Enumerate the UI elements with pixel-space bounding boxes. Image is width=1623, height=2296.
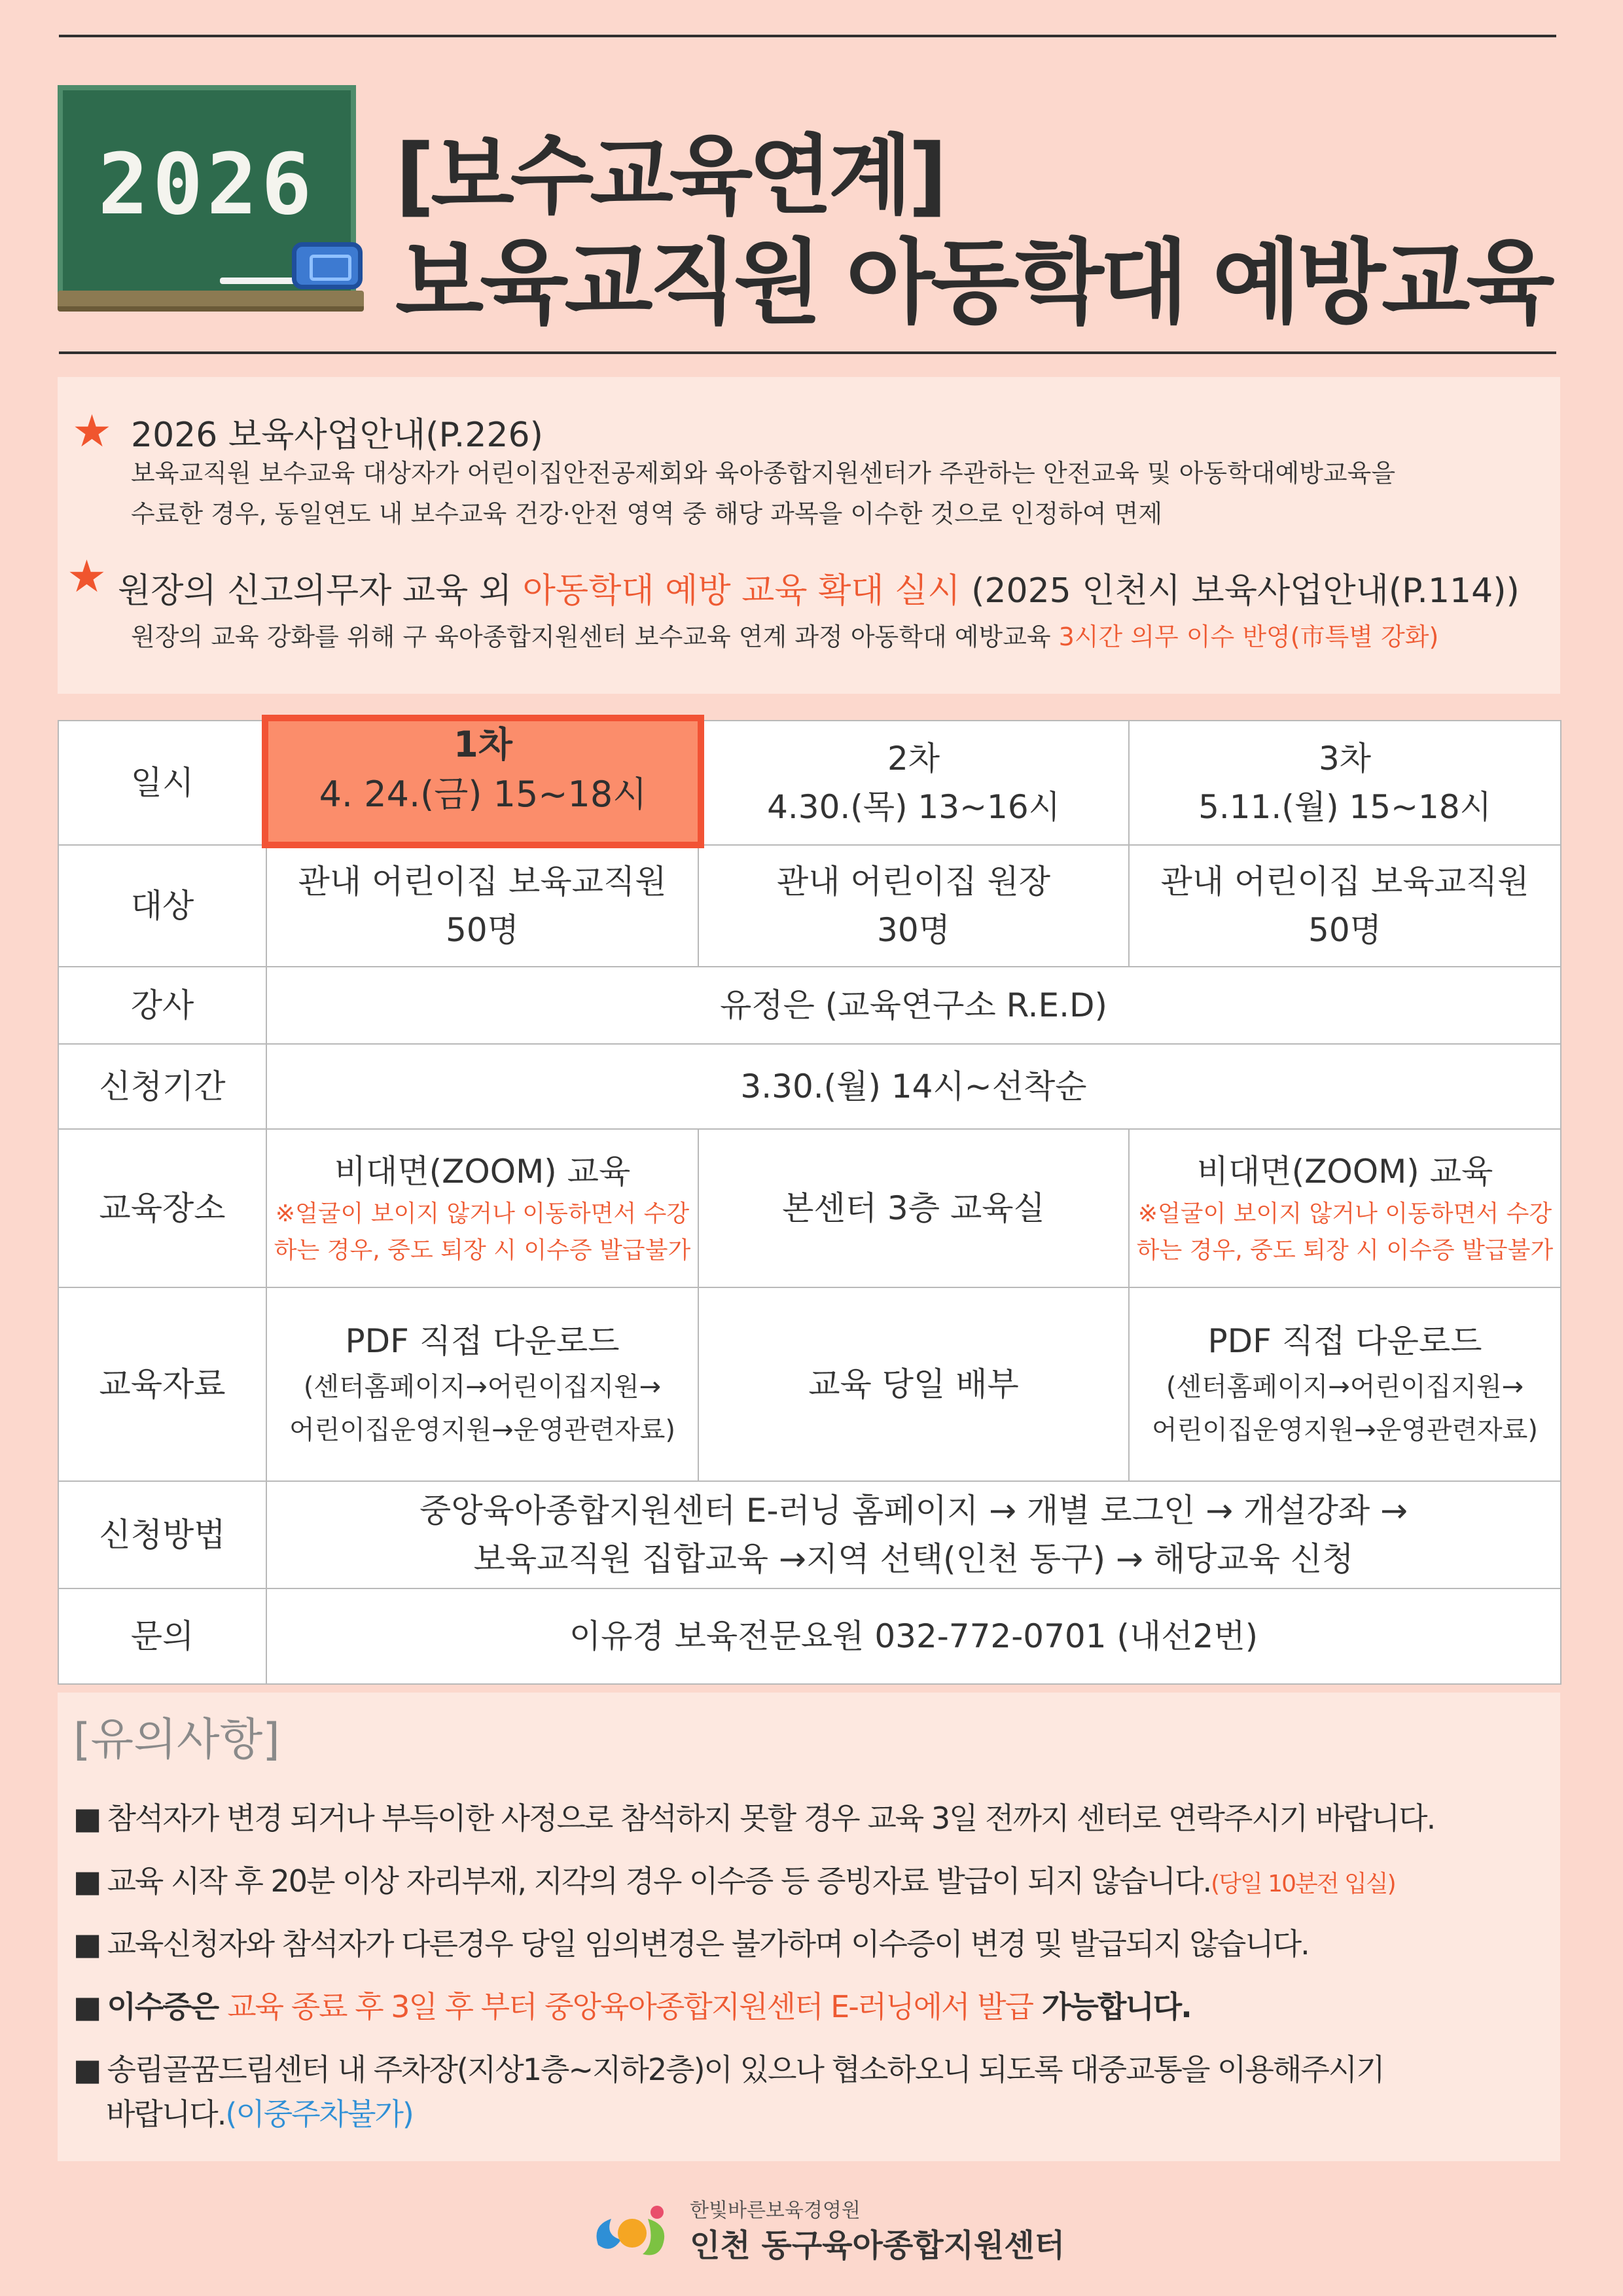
chalkboard-illustration	[58, 85, 356, 293]
session-1-material: PDF 직접 다운로드 (센터홈페이지→어린이집지원→ 어린이집운영지원→운영관련자료)	[266, 1287, 698, 1481]
row-label-date: 일시	[58, 721, 266, 845]
title-line-2: 보육교직원 아동학대 예방교육	[395, 230, 1551, 336]
table-row-apply-period	[58, 1044, 1561, 1129]
info-item1-head: 2026 보육사업안내(P.226)	[131, 416, 543, 455]
session-1-date-label	[262, 720, 704, 819]
title-line-1: [보수교육연계]	[395, 126, 944, 226]
table-row-material	[58, 1287, 1561, 1481]
row-label-material: 교육자료	[58, 1287, 266, 1481]
apply-period-value: 3.30.(월) 14시~선착순	[266, 1044, 1561, 1129]
row-label-venue: 교육장소	[58, 1129, 266, 1287]
session-3-material: PDF 직접 다운로드 (센터홈페이지→어린이집지원→ 어린이집운영지원→운영관련자료)	[1129, 1287, 1561, 1481]
note-item: ■ 교육 시작 후 20분 이상 자리부재, 지각의 경우 이수증 등 증빙자료 발급이 되지 않습니다.(당일 10분전 입실)	[73, 1863, 1395, 1899]
info-item1-text-1: 보육교직원 보수교육 대상자가 어린이집안전공제회와 육아종합지원센터가 주관하는 안전교육 및 아동학대예방교육을	[131, 459, 1396, 488]
session-1-date: 4. 24.(금) 15~18시	[319, 774, 647, 815]
info-box	[58, 377, 1560, 694]
session-3-date-cell	[1129, 721, 1561, 845]
session-3-target: 관내 어린이집 보육교직원 50명	[1129, 845, 1561, 967]
eraser-icon	[292, 242, 363, 289]
row-label-contact: 문의	[58, 1588, 266, 1684]
session-3-venue: 비대면(ZOOM) 교육 ※얼굴이 보이지 않거나 이동하면서 수강 하는 경우, 중도 퇴장 시 이수증 발급불가	[1129, 1129, 1561, 1287]
note-item-continued: 바랍니다.(이중주차불가)	[106, 2096, 413, 2132]
note-item: ■ 교육신청자와 참석자가 다른경우 당일 임의변경은 불가하며 이수증이 변경 및 발급되지 않습니다.	[73, 1926, 1309, 1962]
notes-title: [유의사항]	[73, 1714, 280, 1766]
session-3-date: 5.11.(월) 15~18시	[1198, 788, 1491, 826]
star-icon: ★	[72, 406, 112, 457]
notes-section	[58, 1693, 1560, 2161]
table-row-instructor	[58, 967, 1561, 1044]
session-2-target: 관내 어린이집 원장 30명	[698, 845, 1129, 967]
table-row-target	[58, 845, 1561, 967]
session-2-round: 2차	[887, 740, 940, 778]
row-label-apply-period: 신청기간	[58, 1044, 266, 1129]
row-label-apply-method: 신청방법	[58, 1481, 266, 1588]
top-rule	[59, 35, 1556, 37]
table-row-venue	[58, 1129, 1561, 1287]
org-name: 인천 동구육아종합지원센터	[690, 2227, 1065, 2264]
table-row-apply-method	[58, 1481, 1561, 1588]
session-2-date: 4.30.(목) 13~16시	[767, 788, 1060, 826]
chalk-icon	[220, 278, 298, 284]
contact-value: 이유경 보육전문요원 032-772-0701 (내선2번)	[266, 1588, 1561, 1684]
session-1-round: 1차	[454, 724, 512, 765]
center-logo-icon	[585, 2199, 677, 2265]
apply-method-value: 중앙육아종합지원센터 E-러닝 홈페이지 → 개별 로그인 → 개설강좌 → 보육교직원 집합교육 →지역 선택(인천 동구) → 해당교육 신청	[266, 1481, 1561, 1588]
row-label-instructor: 강사	[58, 967, 266, 1044]
session-2-venue: 본센터 3층 교육실	[698, 1129, 1129, 1287]
note-item: ■ 참석자가 변경 되거나 부득이한 사정으로 참석하지 못할 경우 교육 3일 전까지 센터로 연락주시기 바랍니다.	[73, 1801, 1435, 1836]
board-year: 2026	[98, 136, 316, 234]
info-item1-text-2: 수료한 경우, 동일연도 내 보수교육 건강·안전 영역 중 해당 과목을 이수한 것으로 인정하여 면제	[131, 499, 1163, 528]
session-1-target: 관내 어린이집 보육교직원 50명	[266, 845, 698, 967]
schedule-table	[58, 720, 1561, 1685]
info-item2-text: 원장의 교육 강화를 위해 구 육아종합지원센터 보수교육 연계 과정 아동학대 예방교육 3시간 의무 이수 반영(市특별 강화)	[131, 622, 1439, 651]
session-1-venue: 비대면(ZOOM) 교육 ※얼굴이 보이지 않거나 이동하면서 수강 하는 경우, 중도 퇴장 시 이수증 발급불가	[266, 1129, 698, 1287]
note-item: ■ 송림골꿈드림센터 내 주차장(지상1층~지하2층)이 있으나 협소하오니 되도록 대중교통을 이용해주시기	[73, 2052, 1384, 2087]
star-icon: ★	[67, 551, 107, 603]
session-2-material: 교육 당일 배부	[698, 1287, 1129, 1481]
note-item: ■ 이수증은 교육 종료 후 3일 후 부터 중앙육아종합지원센터 E-러닝에서 발급 가능합니다.	[73, 1989, 1191, 2024]
org-parent-name: 한빛바른보육경영원	[690, 2199, 861, 2222]
instructor-value: 유정은 (교육연구소 R.E.D)	[266, 967, 1561, 1044]
row-label-target: 대상	[58, 845, 266, 967]
header-bottom-rule	[59, 351, 1556, 354]
table-row-contact	[58, 1588, 1561, 1684]
session-2-date-cell	[698, 721, 1129, 845]
info-item2-head: 원장의 신고의무자 교육 외 아동학대 예방 교육 확대 실시 (2025 인천시 보육사업안내(P.114))	[118, 571, 1520, 611]
session-3-round: 3차	[1318, 740, 1372, 778]
chalkboard-ledge	[58, 291, 364, 312]
